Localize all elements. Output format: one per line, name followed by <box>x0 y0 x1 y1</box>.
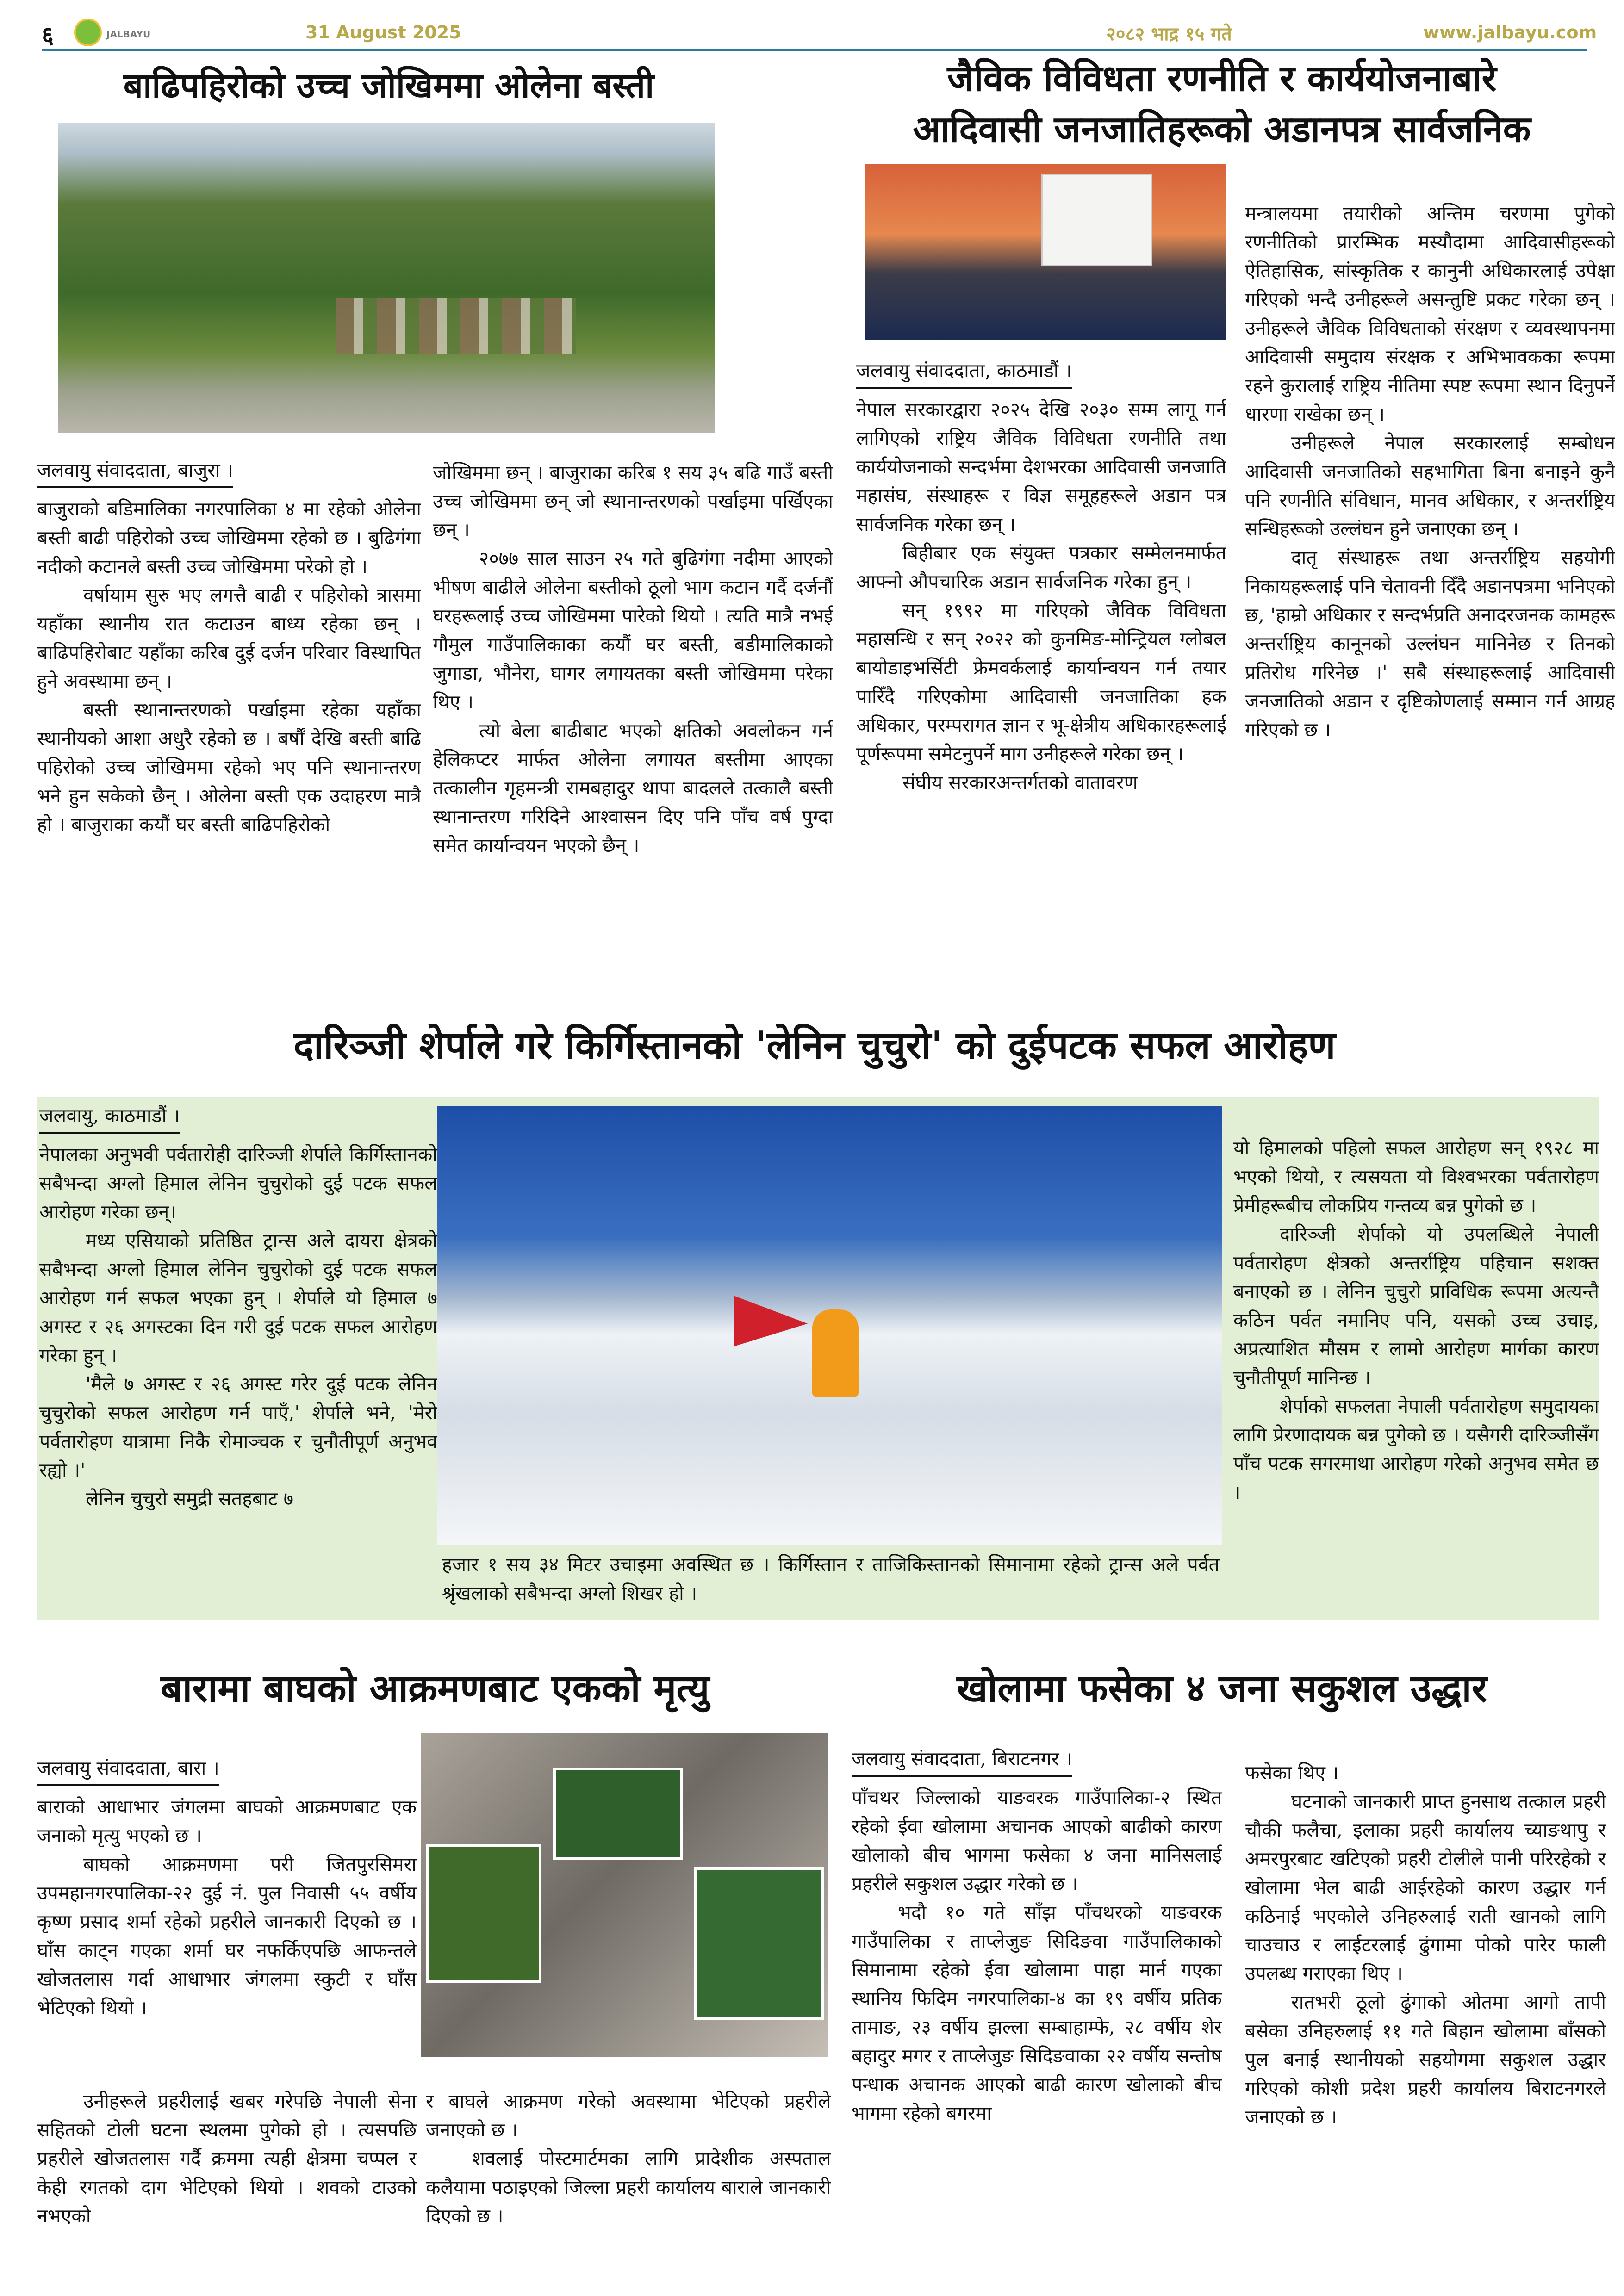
dateline-biratnagar: जलवायु संवाददाता, बिराटनगर । <box>852 1744 1072 1777</box>
dateline-kathmandu-1: जलवायु संवाददाता, काठमाडौं । <box>856 356 1072 389</box>
dateline-bajura: जलवायु संवाददाता, बाजुरा । <box>37 456 233 488</box>
article-lenin-col1: नेपालका अनुभवी पर्वतारोही दारिञ्जी शेर्पाले किर्गिस्तानको सबैभन्दा अग्लो हिमाल लेनिन चुचुरोको दुई पटक सफल आरोहण गरेका छन्। मध्य एसियाको प्रतिष्ठित ट्रान्स अले दायरा क्षेत्रको सबैभन्दा अग्लो हिमाल लेनिन चुचुरोको दुई पटक सफल आरोहण गर्न सफल भएका हुन् । शेर्पाले यो हिमाल ७ अगस्ट र २६ अगस्टका दिन गरी दुई पटक सफल आरोहण गरेका हुन् । 'मैले ७ अगस्ट र २६ अगस्ट गरेर दुई पटक लेनिन चुचुरोको सफल आरोहण गर्न पाएँ,' शेर्पाले भने, 'मेरो पर्वतारोहण यात्रामा निकै रोमाञ्चक र चुनौतीपूर्ण अनुभव रह्यो ।' लेनिन चुचुरो समुद्री सतहबाट ७ <box>39 1143 437 1510</box>
date-nepali: २०८२ भाद्र १५ गते <box>1106 24 1232 45</box>
date-english: 31 August 2025 <box>305 22 461 43</box>
headline-biodiversity-line1: जैविक विविधता रणनीति र कार्ययोजनाबारे <box>947 58 1497 99</box>
article-bara-col1a: बाराको आधाभार जंगलमा बाघको आक्रमणबाट एक जनाको मृत्यु भएको छ । बाघको आक्रमणमा परी जितपुरसिमरा उपमहानगरपालिका-२२ दुई नं. पुल निवासी ५५ वर्षीय कृष्ण प्रसाद शर्मा रहेको प्रहरीले जानकारी दिएको छ । घाँस काट्न गएका शर्मा घर नफर्किएपछि आफन्तले खोजतलास गर्दा आधाभार जंगलमा स्कुटी र घाँस भेटिएको थियो । <box>37 1796 417 2019</box>
dateline-kathmandu-2: जलवायु, काठमाडौं । <box>39 1101 180 1134</box>
headline-biodiversity-line2: आदिवासी जनजातिहरूको अडानपत्र सार्वजनिक <box>913 109 1531 150</box>
headline-bara-tiger: बारामा बाघको आक्रमणबाट एकको मृत्यु <box>161 1667 709 1711</box>
photo-collage-bara <box>421 1733 828 2057</box>
article-olena-col1: बाजुराको बडिमालिका नगरपालिका ४ मा रहेको ओलेना बस्ती बाढी पहिरोको उच्च जोखिममा रहेको छ । बुढिगंगा नदीको कटानले बस्ती उच्च जोखिममा परेको हो । वर्षायाम सुरु भए लगत्तै बाढी र पहिरोको त्रासमा यहाँका स्थानीय रात कटाउन बाध्य रहेका छन् । बाढिपहिरोबाट यहाँका करिब दुई दर्जन परिवार विस्थापित हुने अवस्थामा छन् । बस्ती स्थानान्तरणको पर्खाइमा रहेका यहाँका स्थानीयको आशा अधुरै रहेको छ । बर्षौं देखि बस्ती बाढि पहिरोको उच्च जोखिममा रहेको भए पनि स्थानान्तरण भने हुन सकेको छैन् । ओलेना बस्ती एक उदाहरण मात्रै हो । बाजुराका कयौं घर बस्ती बाढिपहिरोको <box>37 498 421 836</box>
caption-summit: हजार १ सय ३४ मिटर उचाइमा अवस्थित छ । किर्गिस्तान र ताजिकिस्तानको सिमानामा रहेको ट्रान्स अले पर्वत श्रृंखलाको सबैभन्दा अग्लो शिखर हो । <box>442 1553 1220 1604</box>
headline-lenin-peak: दारिञ्जी शेर्पाले गरे किर्गिस्तानको 'लेनिन चुचुरो' को दुईपटक सफल आरोहण <box>293 1024 1336 1067</box>
headline-rescue: खोलामा फसेका ४ जना सकुशल उद्धार <box>956 1667 1487 1711</box>
article-lenin-col2: यो हिमालको पहिलो सफल आरोहण सन् १९२८ मा भएको थियो, र त्यसयता यो विश्वभरका पर्वतारोहण प्रेमीहरूबीच लोकप्रिय गन्तव्य बन्न पुगेको छ । दारिञ्जी शेर्पाको यो उपलब्धिले नेपाली पर्वतारोहण क्षेत्रको अन्तर्राष्ट्रिय पहिचान सशक्त बनाएको छ । लेनिन चुचुरो प्राविधिक रूपमा अत्यन्तै कठिन पर्वत नमानिए पनि, यसको उच्च उचाइ, अप्रत्याशित मौसम र लामो आरोहण मार्गका कारण चुनौतीपूर्ण मानिन्छ । शेर्पाको सफलता नेपाली पर्वतारोहण समुदायका लागि प्रेरणादायक बन्न पुगेको छ । यसैगरी दारिञ्जीसँग पाँच पटक सगरमाथा आरोहण गरेको अनुभव समेत छ । <box>1233 1137 1599 1503</box>
article-rescue-col2: फसेका थिए । घटनाको जानकारी प्राप्त हुनसाथ तत्काल प्रहरी चौकी फलैचा, इलाका प्रहरी कार्यालय च्याङथापु र अमरपुरबाट खटिएको प्रहरी टोलीले पानी परिरहेको र खोलामा भेल बाढी आईरहेको कारण उद्धार गर्न कठिनाई भएकोले उनिहरुलाई राती खानको लागि चाउचाउ र लाईटरलाई ढुंगामा पोको पारेर फाली उपलब्ध गराएका थिए । रातभरी ठूलो ढुंगाको ओतमा आगो तापी बसेका उनिहरुलाई ११ गते बिहान खोलामा बाँसको पुल बनाई स्थानीयको सहयोगमा सकुशल उद्धार गरिएको कोशी प्रदेश प्रहरी कार्यालय बिराटनगरले जनाएको छ । <box>1245 1762 1606 2128</box>
photo-summit <box>437 1106 1222 1545</box>
logo-text: JALBAYU <box>106 29 151 40</box>
article-olena-col2: जोखिममा छन् । बाजुराका करिब १ सय ३५ बढि गाउँ बस्ती उच्च जोखिममा छन् जो स्थानान्तरणको पर्खाइमा पर्खिएका छन् । २०७७ साल साउन २५ गते बुढिगंगा नदीमा आएको भीषण बाढीले ओलेना बस्तीको ठूलो भाग कटान गर्दै दर्जनौं घरहरूलाई उच्च जोखिममा पारेको थियो । त्यति मात्रै नभई गौमुल गाउँपालिकाका कयौं घर बस्ती, बडीमालिकाको जुगाडा, भौनेरा, घागर लगायतका बस्ती जोखिममा परेका थिए । त्यो बेला बाढीबाट भएको क्षतिको अवलोकन गर्न हेलिकप्टर मार्फत ओलेना लगायत बस्तीमा आएका तत्कालीन गृहमन्त्री रामबहादुर थापा बादलले तत्कालै बस्ती स्थानान्तरण गरिदिने आश्वासन दिए पनि पाँच वर्ष पुग्दा समेत कार्यान्वयन भएको छैन् । <box>433 461 833 856</box>
article-biodiversity-col1: नेपाल सरकारद्वारा २०२५ देखि २०३० सम्म लागू गर्न लागिएको राष्ट्रिय जैविक विविधता रणनीति तथा कार्ययोजनाको सन्दर्भमा देशभरका आदिवासी जनजाति महासंघ, संस्थाहरू र विज्ञ समूहहरूले अडान पत्र सार्वजनिक गरेका छन् । बिहीबार एक संयुक्त पत्रकार सम्मेलनमार्फत आफ्नो औपचारिक अडान सार्वजनिक गरेका हुन् । सन् १९९२ मा गरिएको जैविक विविधता महासन्धि र सन् २०२२ को कुनमिङ-मोन्ट्रियल ग्लोबल बायोडाइभर्सिटी फ्रेमवर्कलाई कार्यान्वयन गर्न तयार पारिँदै गरिएकोमा आदिवासी जनजातिका हक अधिकार, परम्परागत ज्ञान र भू-क्षेत्रीय अधिकारहरूलाई पूर्णरूपमा समेटनुपर्ने माग उनीहरूले गरेका छन् । संघीय सरकारअन्तर्गतको वातावरण <box>856 398 1226 794</box>
article-bara-col1b: उनीहरूले प्रहरीलाई खबर गरेपछि नेपाली सेना सहितको टोली घटना स्थलमा पुगेको हो । त्यसपछि प्रहरीले खोजतलास गर्दै क्रममा त्यही क्षेत्रमा चप्पल र केही रगतको दाग भेटिएको थियो । शवको टाउको नभएको <box>37 2090 417 2227</box>
headline-olena: बाढिपहिरोको उच्च जोखिममा ओलेना बस्ती <box>123 66 654 105</box>
website-link[interactable]: www.jalbayu.com <box>1423 22 1597 43</box>
dateline-bara: जलवायु संवाददाता, बारा । <box>37 1754 219 1786</box>
logo <box>74 19 102 46</box>
photo-press-conference <box>865 164 1226 340</box>
page-number: ६ <box>42 22 54 49</box>
header <box>42 19 1597 51</box>
article-bara-col2: र बाघले आक्रमण गरेको अवस्थामा भेटिएको प्रहरीले जनाएको छ । शवलाई पोस्टमार्टमका लागि प्रादेशीक अस्पताल कलैयामा पठाइएको जिल्ला प्रहरी कार्यालय बाराले जानकारी दिएको छ । <box>426 2090 831 2227</box>
article-rescue-col1: पाँचथर जिल्लाको याङवरक गाउँपालिका-२ स्थित रहेको ईवा खोलामा अचानक आएको बाढीको कारण खोलाको बीच भागमा फसेका ४ जना मानिसलाई प्रहरीले सकुशल उद्धार गरेको छ । भदौ १० गते साँझ पाँचथरको याङवरक गाउँपालिका र ताप्लेजुङ सिदिङवा गाउँपालिकाको सिमानामा रहेको ईवा खोलामा पाहा मार्न गएका स्थानिय फिदिम नगरपालिका-४ का १९ वर्षीय प्रतिक तामाङ, २३ वर्षीय झल्ला सम्बाहाम्फे, २८ वर्षीय शेर बहादुर मगर र ताप्लेजुङ सिदिङवाका २२ वर्षीय सन्तोष पन्धाक अचानक आएको बाढी कारण खोलाको बीच भागमा रहेको बगरमा <box>852 1787 1222 2124</box>
photo-olena-village <box>58 123 715 433</box>
article-biodiversity-col2: मन्त्रालयमा तयारीको अन्तिम चरणमा पुगेको रणनीतिको प्रारम्भिक मस्यौदामा आदिवासीहरूको ऐतिहासिक, सांस्कृतिक र कानुनी अधिकारलाई उपेक्षा गरिएको भन्दै उनीहरूले असन्तुष्टि प्रकट गरेका छन् । उनीहरूले जैविक विविधताको संरक्षण र व्यवस्थापनमा आदिवासी समुदाय संरक्षक र अभिभावकका रूपमा रहने कुरालाई राष्ट्रिय नीतिमा स्पष्ट रूपमा स्थान दिनुपर्ने धारणा राखेका छन् । उनीहरूले नेपाल सरकारलाई सम्बोधन आदिवासी जनजातिको सहभागिता बिना बनाइने कुनै पनि रणनीति संविधान, मानव अधिकार, र अन्तर्राष्ट्रिय सन्धिहरूको उल्लंघन हुने जनाएका छन् । दातृ संस्थाहरू तथा अन्तर्राष्ट्रिय सहयोगी निकायहरूलाई पनि चेतावनी दिँदै अडानपत्रमा भनिएको छ, 'हाम्रो अधिकार र सन्दर्भप्रति अनादरजनक कामहरू अन्तर्राष्ट्रिय कानूनको उल्लंघन मानिनेछ र तिनको प्रतिरोध गरिनेछ ।' सबै संस्थाहरूलाई आदिवासी जनजातिको अडान र दृष्टिकोणलाई सम्मान गर्न आग्रह गरिएको छ । <box>1245 202 1615 741</box>
